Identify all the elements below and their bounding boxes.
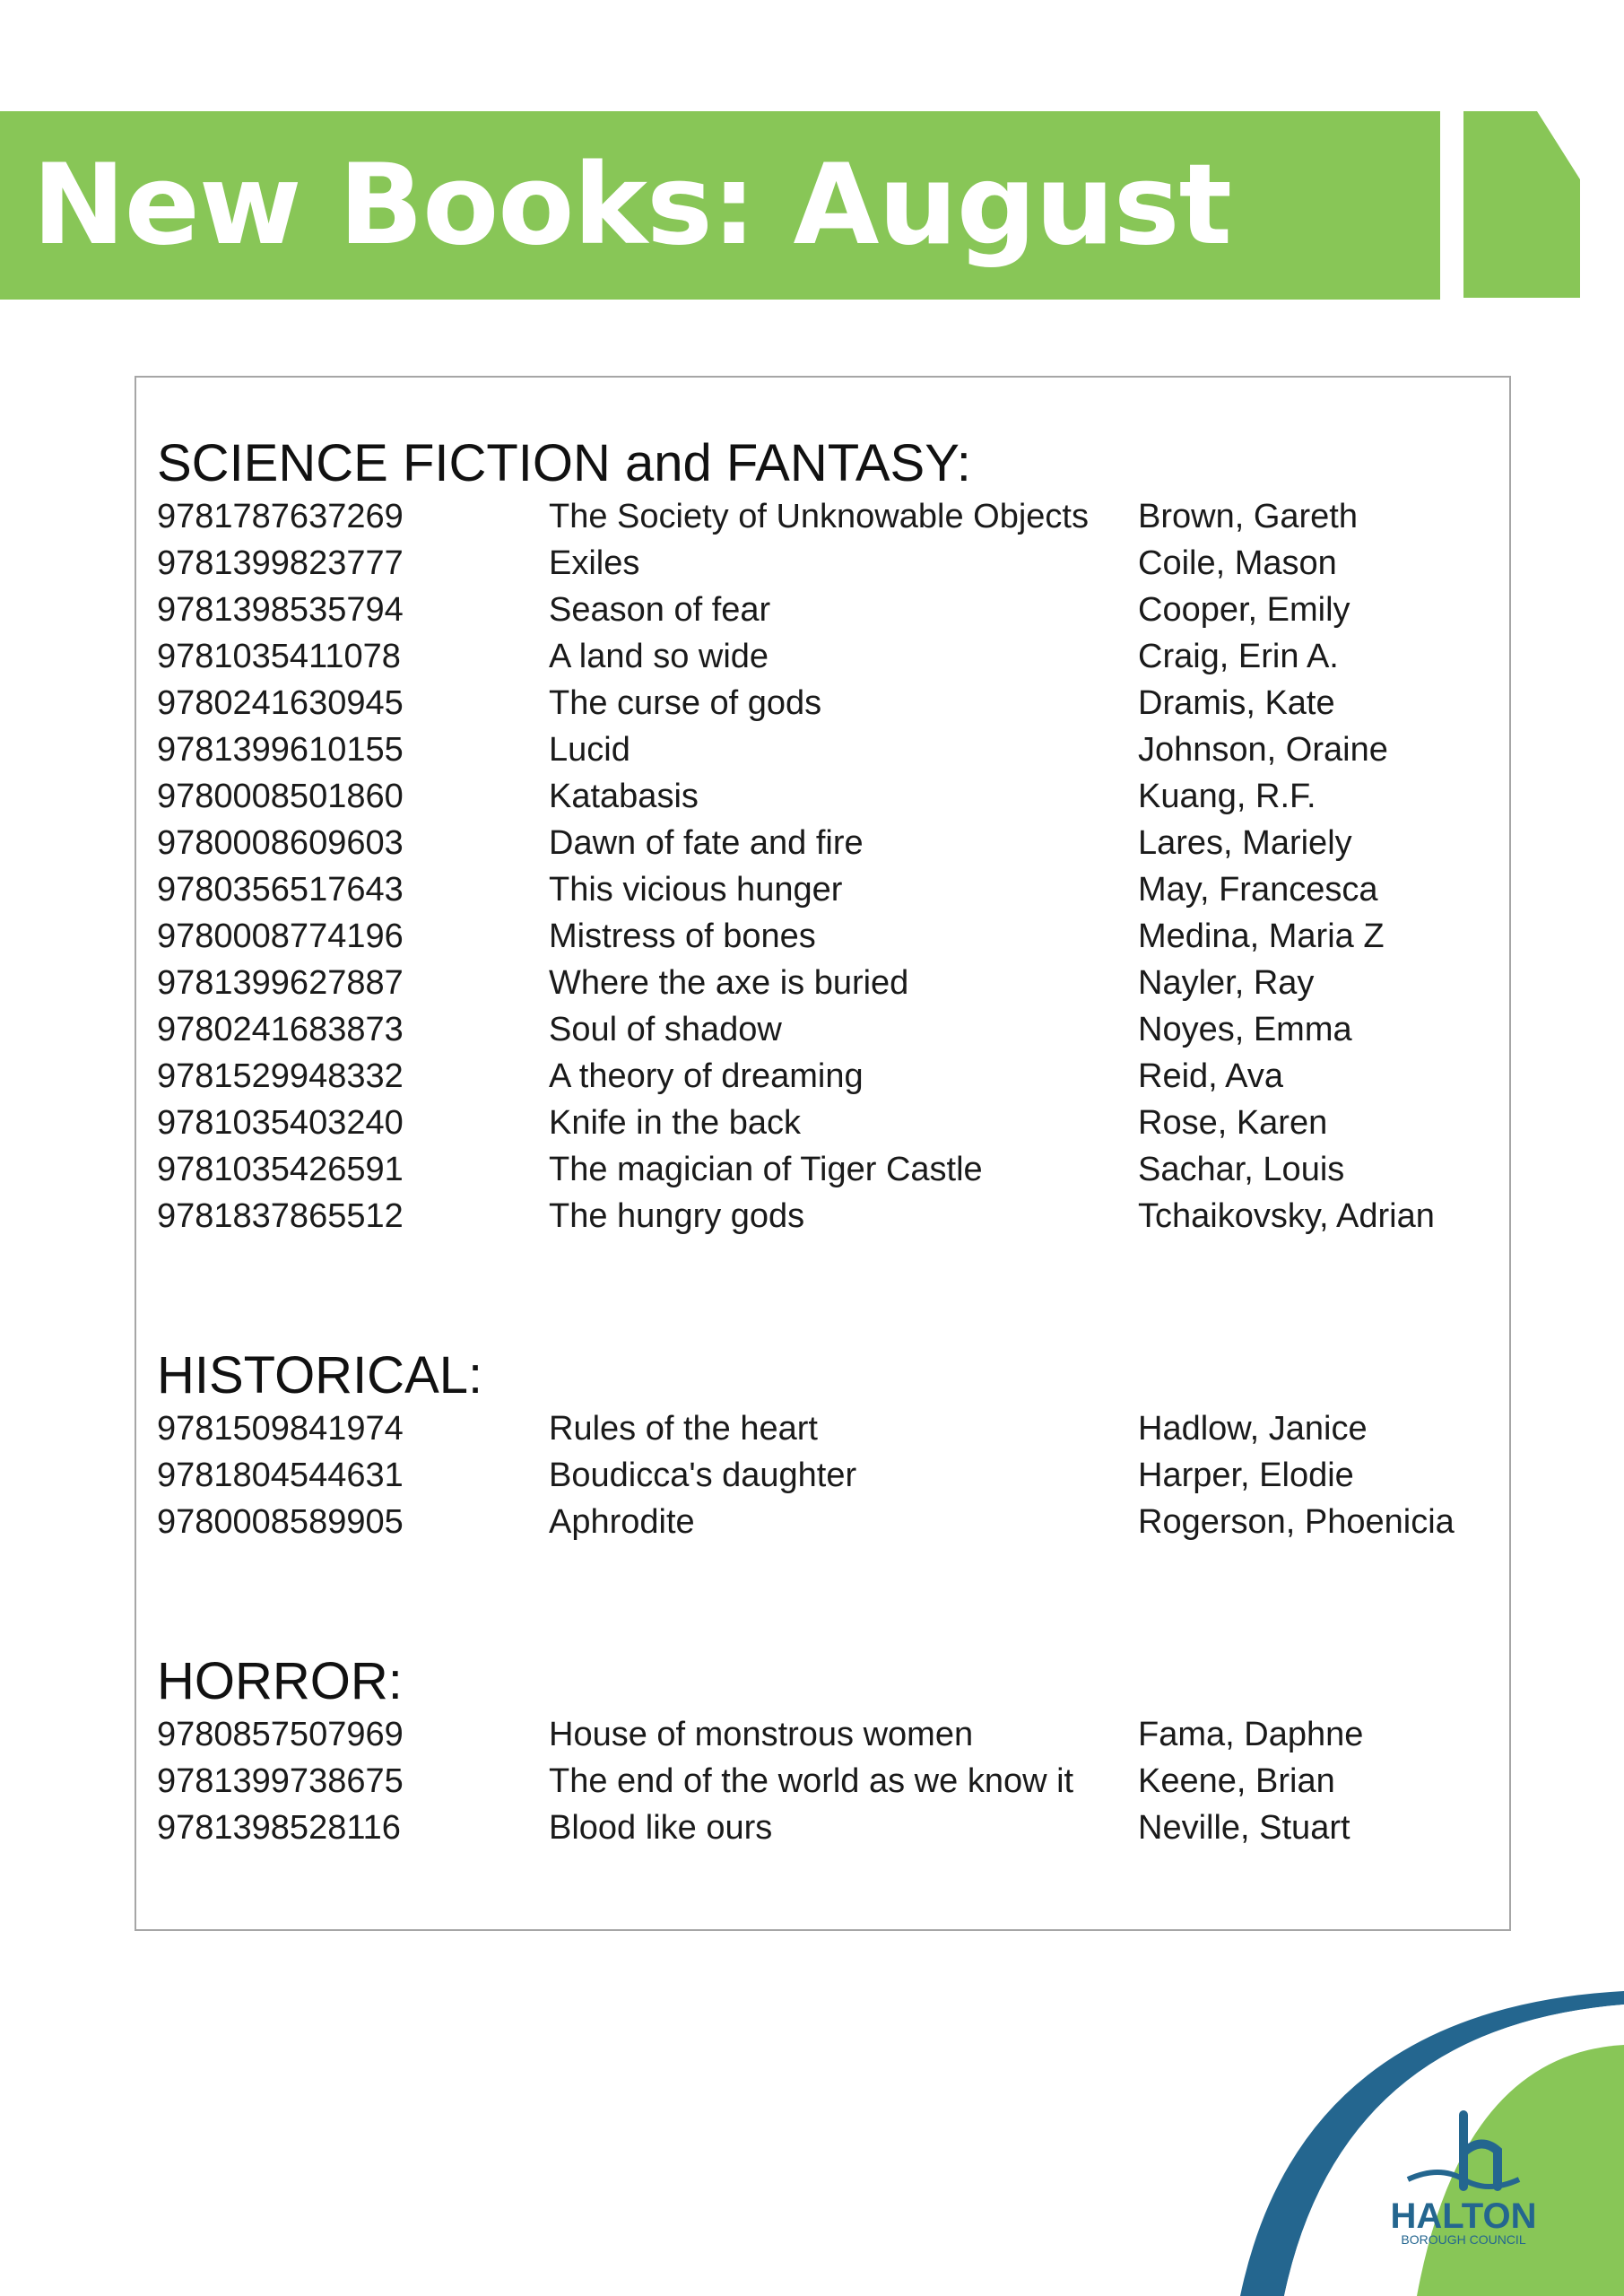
book-title: Knife in the back [549,1104,801,1142]
isbn: 9781837865512 [157,1197,404,1235]
author: Rogerson, Phoenicia [1138,1503,1455,1541]
isbn: 9781399738675 [157,1762,404,1800]
book-row [157,1100,1328,1146]
isbn: 9781787637269 [157,498,404,535]
author: Rose, Karen [1138,1104,1328,1142]
author: Reid, Ava [1138,1057,1283,1095]
author: Keene, Brian [1138,1762,1335,1800]
book-title: A theory of dreaming [549,1057,864,1095]
isbn: 9781035426591 [157,1151,404,1188]
author: Coile, Mason [1138,544,1337,582]
book-row [157,680,1335,726]
book-title: Lucid [549,731,630,769]
logo-green-shape [1417,2045,1624,2296]
book-row [157,773,1316,820]
page-title: New Books: August [32,141,1231,270]
book-row [157,1452,1354,1499]
book-row [157,820,1352,866]
book-row [157,726,1388,773]
author: Hadlow, Janice [1138,1410,1368,1448]
book-title: Rules of the heart [549,1410,818,1448]
book-row [157,1805,1350,1851]
isbn: 9780356517643 [157,871,404,909]
author: Sachar, Louis [1138,1151,1345,1188]
section-historical [157,1346,1455,1545]
isbn: 9781399823777 [157,544,404,582]
book-title: Mistress of bones [549,918,816,955]
isbn: 9781398528116 [157,1809,401,1847]
author: Medina, Maria Z [1138,918,1385,955]
isbn: 9780008501860 [157,778,404,815]
section-heading: SCIENCE FICTION and FANTASY: [157,434,971,492]
author: Tchaikovsky, Adrian [1138,1197,1435,1235]
book-title: The hungry gods [549,1197,805,1235]
book-title: Where the axe is buried [549,964,909,1002]
author: Johnson, Oraine [1138,731,1388,769]
book-row [157,960,1315,1006]
book-title: Boudicca's daughter [549,1457,857,1494]
book-row [157,587,1350,633]
book-row [157,1146,1345,1193]
book-title: Blood like ours [549,1809,773,1847]
author: Nayler, Ray [1138,964,1315,1002]
book-title: The end of the world as we know it [549,1762,1074,1800]
isbn: 9781035411078 [157,638,401,675]
book-title: The curse of gods [549,684,822,722]
book-title: House of monstrous women [549,1716,974,1753]
isbn: 9781509841974 [157,1410,404,1448]
book-row [157,1193,1435,1239]
section-heading: HISTORICAL: [157,1346,483,1405]
section-horror [157,1652,1364,1851]
book-row [157,1758,1335,1805]
author: Harper, Elodie [1138,1457,1354,1494]
author: Lares, Mariely [1138,824,1352,862]
book-title: The magician of Tiger Castle [549,1151,983,1188]
author: Kuang, R.F. [1138,778,1316,815]
book-title: This vicious hunger [549,871,843,909]
book-row [157,1006,1352,1053]
book-row [157,913,1385,960]
book-row [157,866,1378,913]
book-row [157,540,1337,587]
book-row [157,1405,1368,1452]
isbn: 9780241683873 [157,1011,404,1048]
author: Craig, Erin A. [1138,638,1339,675]
book-title: Katabasis [549,778,699,815]
author: Cooper, Emily [1138,591,1350,629]
book-row [157,1499,1455,1545]
author: Neville, Stuart [1138,1809,1350,1847]
book-list [157,493,1435,1239]
book-title: Dawn of fate and fire [549,824,864,862]
logo-subtitle: BOROUGH COUNCIL [1401,2232,1526,2247]
author: May, Francesca [1138,871,1378,909]
isbn: 9781035403240 [157,1104,404,1142]
book-title: Soul of shadow [549,1011,782,1048]
book-title: The Society of Unknowable Objects [549,498,1089,535]
book-row [157,633,1339,680]
author: Brown, Gareth [1138,498,1358,535]
book-row [157,1711,1364,1758]
book-row [157,1053,1283,1100]
isbn: 9780241630945 [157,684,404,722]
isbn: 9780008589905 [157,1503,404,1541]
isbn: 9781399610155 [157,731,404,769]
isbn: 9781529948332 [157,1057,404,1095]
book-title: Aphrodite [549,1503,695,1541]
book-list [157,1405,1455,1545]
halton-logo [1229,1973,1624,2296]
isbn: 9780008774196 [157,918,404,955]
book-title: Season of fear [549,591,771,629]
isbn: 9780008609603 [157,824,404,862]
book-title: Exiles [549,544,640,582]
logo-name: HALTON [1390,2196,1537,2236]
section-heading: HORROR: [157,1652,403,1710]
author: Dramis, Kate [1138,684,1335,722]
isbn: 9781399627887 [157,964,404,1002]
book-title: A land so wide [549,638,769,675]
isbn: 9781398535794 [157,591,404,629]
section-science-fiction-fantasy [157,434,1435,1239]
book-row [157,493,1358,540]
isbn: 9781804544631 [157,1457,404,1494]
book-list [157,1711,1364,1851]
corner-tab-decoration [1463,111,1580,298]
isbn: 9780857507969 [157,1716,404,1753]
author: Noyes, Emma [1138,1011,1352,1048]
author: Fama, Daphne [1138,1716,1364,1753]
